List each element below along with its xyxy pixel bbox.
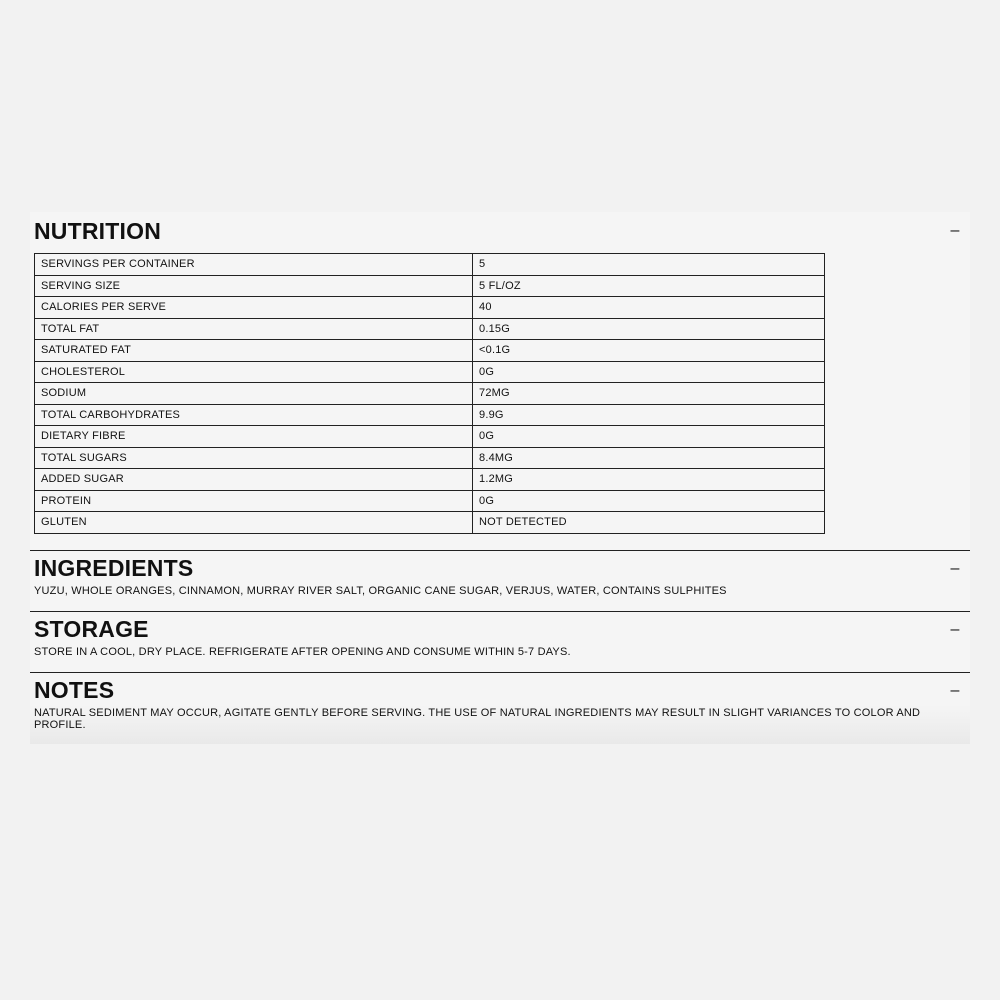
ingredients-text: YUZU, WHOLE ORANGES, CINNAMON, MURRAY RIVER SALT, ORGANIC CANE SUGAR, VERJUS, WATER, CONTAINS SULPHITES [34,584,727,597]
storage-title: STORAGE [34,616,149,642]
table-row [35,426,825,448]
notes-text: NATURAL SEDIMENT MAY OCCUR, AGITATE GENTLY BEFORE SERVING. THE USE OF NATURAL INGREDIENTS MAY RESULT IN SLIGHT VARIANCES TO COLOR AND PROFILE. [34,706,921,731]
nutrient-value: 0G [473,426,825,448]
ingredients-section [30,551,970,611]
collapse-icon[interactable]: – [950,222,960,239]
table-row [35,512,825,534]
nutrient-label: SERVINGS PER CONTAINER [35,254,473,276]
table-row [35,254,825,276]
nutrient-value: 0G [473,490,825,512]
nutrient-value: NOT DETECTED [473,512,825,534]
ingredients-title: INGREDIENTS [34,555,194,581]
nutrient-label: TOTAL CARBOHYDRATES [35,404,473,426]
ingredients-section-header[interactable] [34,551,966,585]
notes-section [30,673,970,744]
nutrient-label: TOTAL SUGARS [35,447,473,469]
storage-section-header[interactable] [34,612,966,646]
table-row [35,361,825,383]
nutrition-section-header[interactable] [34,212,966,249]
table-row [35,447,825,469]
nutrient-value: 9.9G [473,404,825,426]
table-row [35,275,825,297]
nutrient-label: ADDED SUGAR [35,469,473,491]
collapse-icon[interactable]: – [950,559,960,577]
table-row [35,318,825,340]
nutrient-value: 0.15G [473,318,825,340]
nutrient-label: PROTEIN [35,490,473,512]
nutrient-label: SATURATED FAT [35,340,473,362]
table-row [35,340,825,362]
collapse-icon[interactable]: – [950,620,960,638]
nutrient-label: DIETARY FIBRE [35,426,473,448]
storage-text: STORE IN A COOL, DRY PLACE. REFRIGERATE AFTER OPENING AND CONSUME WITHIN 5-7 DAYS. [34,645,571,658]
table-row [35,490,825,512]
nutrient-label: CHOLESTEROL [35,361,473,383]
nutrient-label: CALORIES PER SERVE [35,297,473,319]
nutrient-value: 0G [473,361,825,383]
nutrient-label: GLUTEN [35,512,473,534]
nutrient-label: TOTAL FAT [35,318,473,340]
nutrient-value: 40 [473,297,825,319]
nutrition-section [30,212,970,534]
nutrient-label: SERVING SIZE [35,275,473,297]
table-row [35,297,825,319]
nutrient-value: 5 FL/OZ [473,275,825,297]
collapse-icon[interactable]: – [950,681,960,699]
nutrient-value: 5 [473,254,825,276]
storage-section [30,612,970,672]
nutrition-table [34,253,825,534]
table-row [35,404,825,426]
nutrient-value: 1.2MG [473,469,825,491]
nutrient-value: 72MG [473,383,825,405]
nutrition-title: NUTRITION [34,217,162,244]
notes-title: NOTES [34,677,115,703]
notes-section-header[interactable] [34,673,966,707]
table-row [35,383,825,405]
nutrient-value: <0.1G [473,340,825,362]
nutrient-value: 8.4MG [473,447,825,469]
table-row [35,469,825,491]
product-details-accordion [30,212,970,744]
nutrient-label: SODIUM [35,383,473,405]
